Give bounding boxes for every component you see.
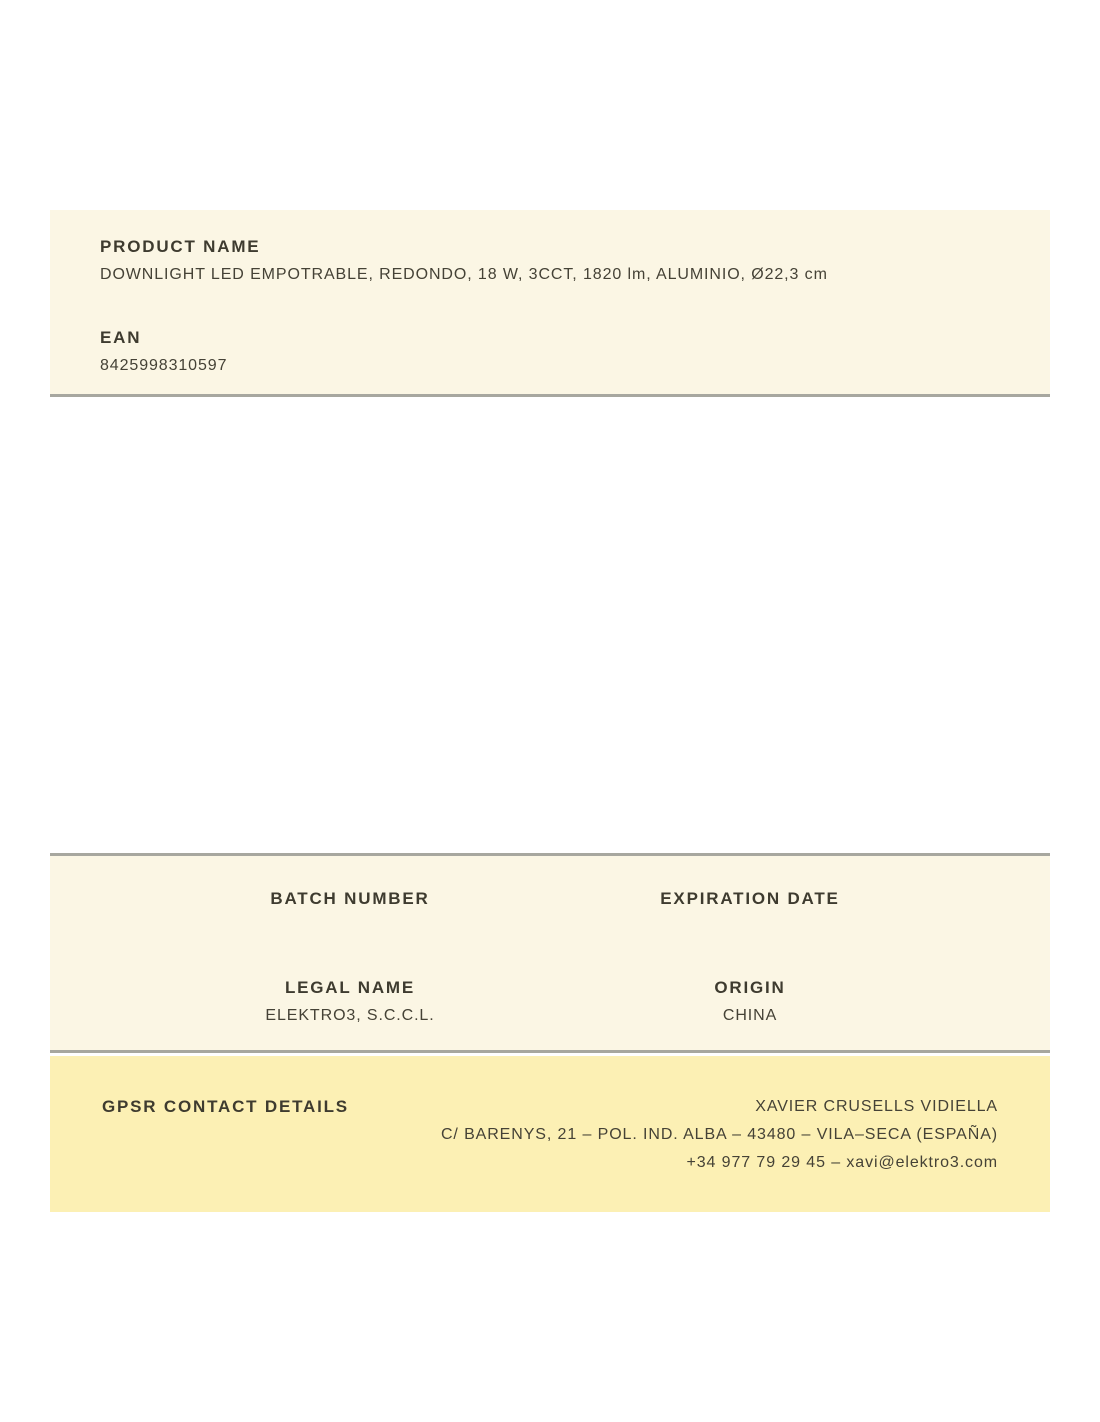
product-name-value: DOWNLIGHT LED EMPOTRABLE, REDONDO, 18 W, 3CCT, 1820 lm, ALUMINIO, Ø22,3 cm <box>100 266 828 283</box>
gpsr-contact-block <box>441 1097 998 1181</box>
batch-origin-section <box>50 853 1050 1053</box>
origin-label: ORIGIN <box>714 978 786 997</box>
expiration-date-label: EXPIRATION DATE <box>660 889 840 908</box>
batch-number-label: BATCH NUMBER <box>270 889 430 908</box>
gpsr-contact-details-label: GPSR CONTACT DETAILS <box>102 1097 349 1116</box>
legal-name-label: LEGAL NAME <box>284 978 416 997</box>
ean-label: EAN <box>100 328 142 347</box>
product-name-label: PRODUCT NAME <box>100 237 261 256</box>
gpsr-contact-section <box>50 1056 1050 1212</box>
gpsr-contact-address: C/ BARENYS, 21 – POL. IND. ALBA – 43480 – VILA–SECA (ESPAÑA) <box>440 1126 998 1143</box>
product-info-section <box>50 210 1050 397</box>
ean-value: 8425998310597 <box>100 357 228 374</box>
legal-name-value: ELEKTRO3, S.C.C.L. <box>265 1007 435 1024</box>
gpsr-contact-phone-email: +34 977 79 29 45 – xavi@elektro3.com <box>686 1154 998 1171</box>
origin-value: CHINA <box>722 1007 778 1024</box>
gpsr-contact-name: XAVIER CRUSELLS VIDIELLA <box>755 1098 998 1115</box>
